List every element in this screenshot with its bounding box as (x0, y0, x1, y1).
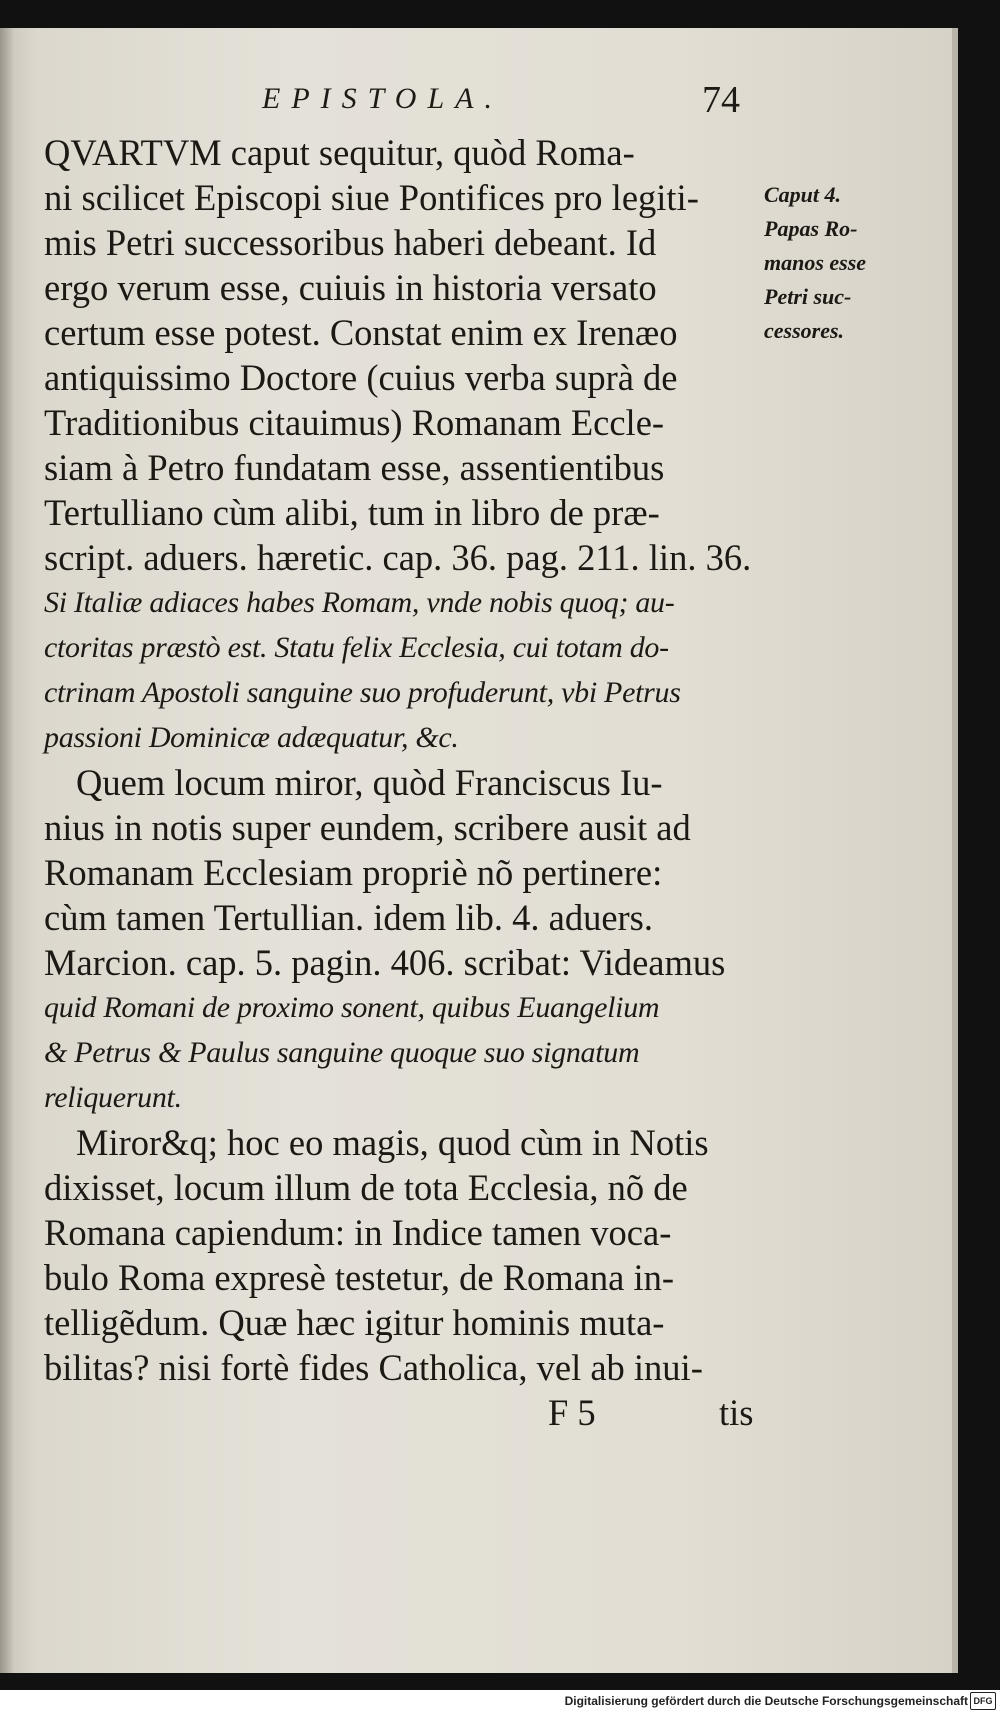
text-line: cùm tamen Tertullian. idem lib. 4. aduers. (44, 897, 654, 938)
quotation-line: passioni Dominicæ adæquatur, &c. (44, 721, 459, 754)
text-line: Quem locum miror, quòd Franciscus Iu- (76, 762, 663, 803)
dfg-logo: DFG (970, 1692, 996, 1710)
funding-credit: Digitalisierung gefördert durch die Deutsche Forschungsgemeinschaft (564, 1694, 968, 1708)
text-line: Romanam Ecclesiam propriè nõ pertinere: (44, 852, 663, 893)
quotation-line: ctoritas præstò est. Statu felix Ecclesia, cui totam do- (44, 631, 669, 664)
text-line: Miror&q; hoc eo magis, quod cùm in Notis (76, 1122, 709, 1163)
margin-note-line: manos esse (764, 250, 867, 275)
text-line: siam à Petro fundatam esse, assentientibus (44, 447, 665, 488)
text-line: script. aduers. hæretic. cap. 36. pag. 211. lin. 36. (44, 537, 752, 578)
text-line: mis Petri successoribus haberi debeant. Id (44, 222, 657, 263)
catchword: tis (719, 1392, 754, 1433)
text-line: QVARTVM caput sequitur, quòd Roma- (44, 132, 635, 173)
text-line: antiquissimo Doctore (cuius verba suprà de (44, 357, 678, 398)
margin-note-line: cessores. (764, 318, 845, 343)
text-line: Romana capiendum: in Indice tamen voca- (44, 1212, 672, 1253)
text-line: Marcion. cap. 5. pagin. 406. scribat: Videamus (44, 942, 726, 983)
main-text-block (44, 130, 754, 1435)
text-line: bilitas? nisi fortè fides Catholica, vel ab inui- (44, 1347, 703, 1388)
running-title: EPISTOLA. (262, 82, 503, 115)
text-line: bulo Roma expresè testetur, de Romana in- (44, 1257, 675, 1298)
signature-mark: F 5 (548, 1392, 596, 1433)
text-line: telligẽdum. Quæ hæc igitur hominis muta- (44, 1302, 665, 1343)
margin-note-line: Papas Ro- (764, 216, 858, 241)
margin-note-line: Caput 4. (764, 182, 842, 207)
text-line: nius in notis super eundem, scribere ausit ad (44, 807, 691, 848)
quotation-line: ctrinam Apostoli sanguine suo profuderunt, vbi Petrus (44, 676, 681, 709)
margin-note (764, 178, 904, 348)
quotation-line: reliquerunt. (44, 1081, 182, 1114)
text-line: Tertulliano cùm alibi, tum in libro de præ- (44, 492, 660, 533)
text-line: Traditionibus citauimus) Romanam Eccle- (44, 402, 665, 443)
text-line: ni scilicet Episcopi siue Pontifices pro legiti- (44, 177, 699, 218)
page-number: 74 (702, 79, 740, 121)
catchword-line (44, 1390, 754, 1435)
text-line: certum esse potest. Constat enim ex Irenæo (44, 312, 678, 353)
margin-note-line: Petri suc- (764, 284, 852, 309)
text-line: dixisset, locum illum de tota Ecclesia, nõ de (44, 1167, 688, 1208)
quotation-line: & Petrus & Paulus sanguine quoque suo signatum (44, 1036, 640, 1069)
spine-shadow (0, 28, 14, 1673)
text-line: ergo verum esse, cuiuis in historia versato (44, 267, 657, 308)
quotation-line: Si Italiæ adiaces habes Romam, vnde nobis quoq; au- (44, 586, 675, 619)
page-edge (952, 28, 958, 1673)
quotation-line: quid Romani de proximo sonent, quibus Euangelium (44, 991, 660, 1024)
